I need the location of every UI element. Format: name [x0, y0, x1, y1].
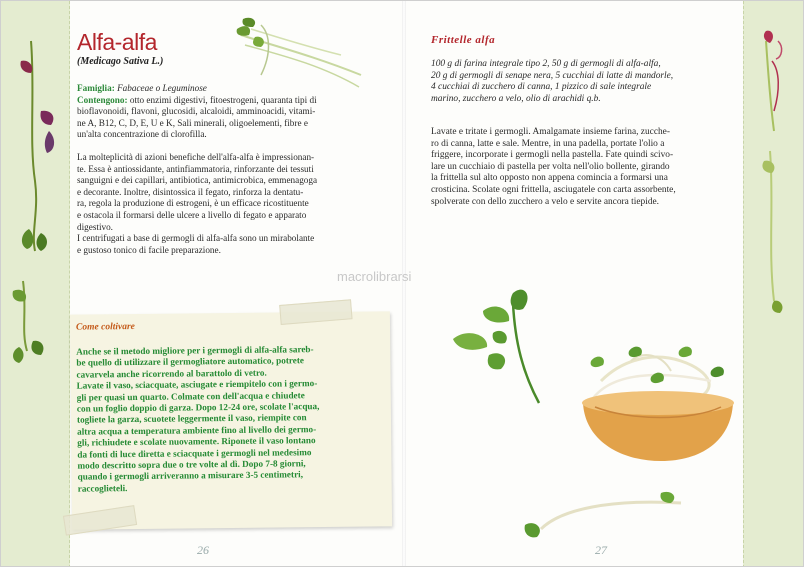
recipe-title: Frittelle alfa [431, 34, 496, 46]
ingredient-line: 4 cucchiai di zucchero di canna, 1 pizzico di sale integrale [431, 82, 652, 93]
text-line: digestivo. [77, 221, 113, 232]
method-line: la frittella sul alto opposto non appena comincia a formarsi una [431, 173, 668, 184]
method-line: lare un cucchiaio di pastella per volta nell'olio bollente, girando [431, 161, 670, 172]
tape-strip [63, 505, 137, 536]
note-line: raccoglieteli. [77, 482, 128, 494]
note-line: cavarvela anche ricorrendo al barattolo di vetro. [76, 367, 267, 380]
text-line: otto enzimi digestivi, fitoestrogeni, quaranta tipi di [129, 94, 317, 105]
watermark-text: macrolibrarsi [337, 269, 412, 284]
paragraph-gap [77, 141, 377, 152]
right-margin-strip [743, 1, 804, 567]
note-line: quando i germogli arriveranno a misurare 3-5 centimetri, [77, 469, 304, 483]
tape-strip [279, 299, 352, 325]
note-line: gli per quasi un quarto. Colmate con dell'acqua e chiudete [76, 389, 305, 403]
method-line: friggere, incorporate i germogli nella pastella. Fate quindi scivo- [431, 150, 674, 161]
method-line: spolverate con dello zucchero a velo e servite ancora tiepide. [431, 196, 660, 207]
note-line: modo descritto sopra due o tre volte al dì. Dopo 7-8 giorni, [77, 458, 306, 471]
note-line: con un foglio doppio di garza. Dopo 12-24 ore, scolate l'acqua, [76, 401, 320, 414]
left-margin-strip [1, 1, 70, 567]
ingredient-line: marino, zucchero a velo, olio di arachidi q.b. [431, 93, 601, 104]
contains-line [77, 95, 377, 107]
note-line: be quello di utilizzare il germogliatore automatico, potrete [76, 355, 305, 369]
note-body [76, 343, 378, 494]
text-line: ra, regola la produzione di estrogeni, è un efficace ricostituente [77, 198, 309, 209]
latin-name: (Medicago Sativa L.) [77, 56, 164, 67]
page-number-right: 27 [595, 543, 607, 557]
text-line: te. Essa è antiossidante, antinfiammatoria, rinforzante dei tessuti [77, 163, 314, 174]
text-line: e ostacola il formarsi delle ulcere a livello di fegato e apparato [77, 209, 307, 220]
ingredient-line: 20 g di germogli di senape nera, 5 cucchiai di latte di mandorle, [431, 70, 674, 81]
note-line: altra acqua a temperatura ambiente fino al livello dei germo- [77, 423, 317, 437]
left-page-body [77, 83, 377, 256]
how-to-grow-note [70, 311, 392, 529]
text-line: un'alta concentrazione di clorofilla. [77, 129, 207, 140]
family-value: Fabaceae o Leguminose [117, 83, 207, 93]
basil-sprig-illustration [453, 283, 553, 413]
recipe-ingredients [431, 59, 731, 105]
family-label: Famiglia: [77, 83, 115, 93]
text-line: ne A, B12, C, D, E, U e K, Sali minerali, oligoelementi, fibre e [77, 117, 308, 128]
single-sprout-illustration [521, 489, 691, 549]
note-line: gli, richiudete e scolate nuovamente. Riponete il vaso lontano [77, 435, 316, 448]
note-line: Lavate il vaso, sciacquate, asciugate e riempitelo con i germo- [76, 378, 318, 391]
left-sprouts-illustration [1, 1, 69, 567]
note-line: da fonti di luce diretta e sciacquate i germogli nel medesimo [77, 446, 312, 460]
note-title: Come coltivare [75, 322, 135, 333]
text-line: I centrifugati a base di germogli di alfa-alfa sono un mirabolante [77, 233, 315, 244]
text-line: e gustoso tonico di facile preparazione. [77, 244, 221, 255]
contains-label: Contengono: [77, 94, 128, 105]
note-line: togliete la garza, scuotete leggermente il vaso, riempite con [76, 412, 307, 426]
text-line: e decorante. Inoltre, disintossica il fegato, rinforza la dentatu- [77, 186, 304, 197]
page-title: Alfa-alfa [77, 29, 157, 55]
method-line: crosticina. Scolate ogni frittella, asciugatele con carta assorbente, [431, 184, 676, 195]
family-line [77, 83, 377, 95]
ingredient-line: 100 g di farina integrale tipo 2, 50 g di germogli di alfa-alfa, [431, 59, 661, 69]
text-line: sanguigni e dei capillari, antibiotica, antimicrobica, emmenagoga [77, 175, 318, 186]
text-line: La molteplicità di azioni benefiche dell'alfa-alfa è impressionan- [77, 151, 315, 162]
page-fold [402, 1, 406, 567]
method-line: ro di canna, latte e sale. Mentre, in una padella, portate l'olio a [431, 138, 665, 149]
recipe-method [431, 127, 731, 208]
text-line: bioflavonoidi, flavoni, glucosidi, alcaloidi, amminoacidi, vitami- [77, 106, 316, 117]
note-line: Anche se il metodo migliore per i germogli di alfa-alfa sareb- [76, 344, 314, 357]
right-sprouts-illustration [744, 1, 804, 567]
page-number-left: 26 [197, 543, 209, 557]
bowl-of-sprouts-illustration [571, 341, 751, 471]
method-line: Lavate e tritate i germogli. Amalgamate insieme farina, zucche- [431, 127, 670, 137]
